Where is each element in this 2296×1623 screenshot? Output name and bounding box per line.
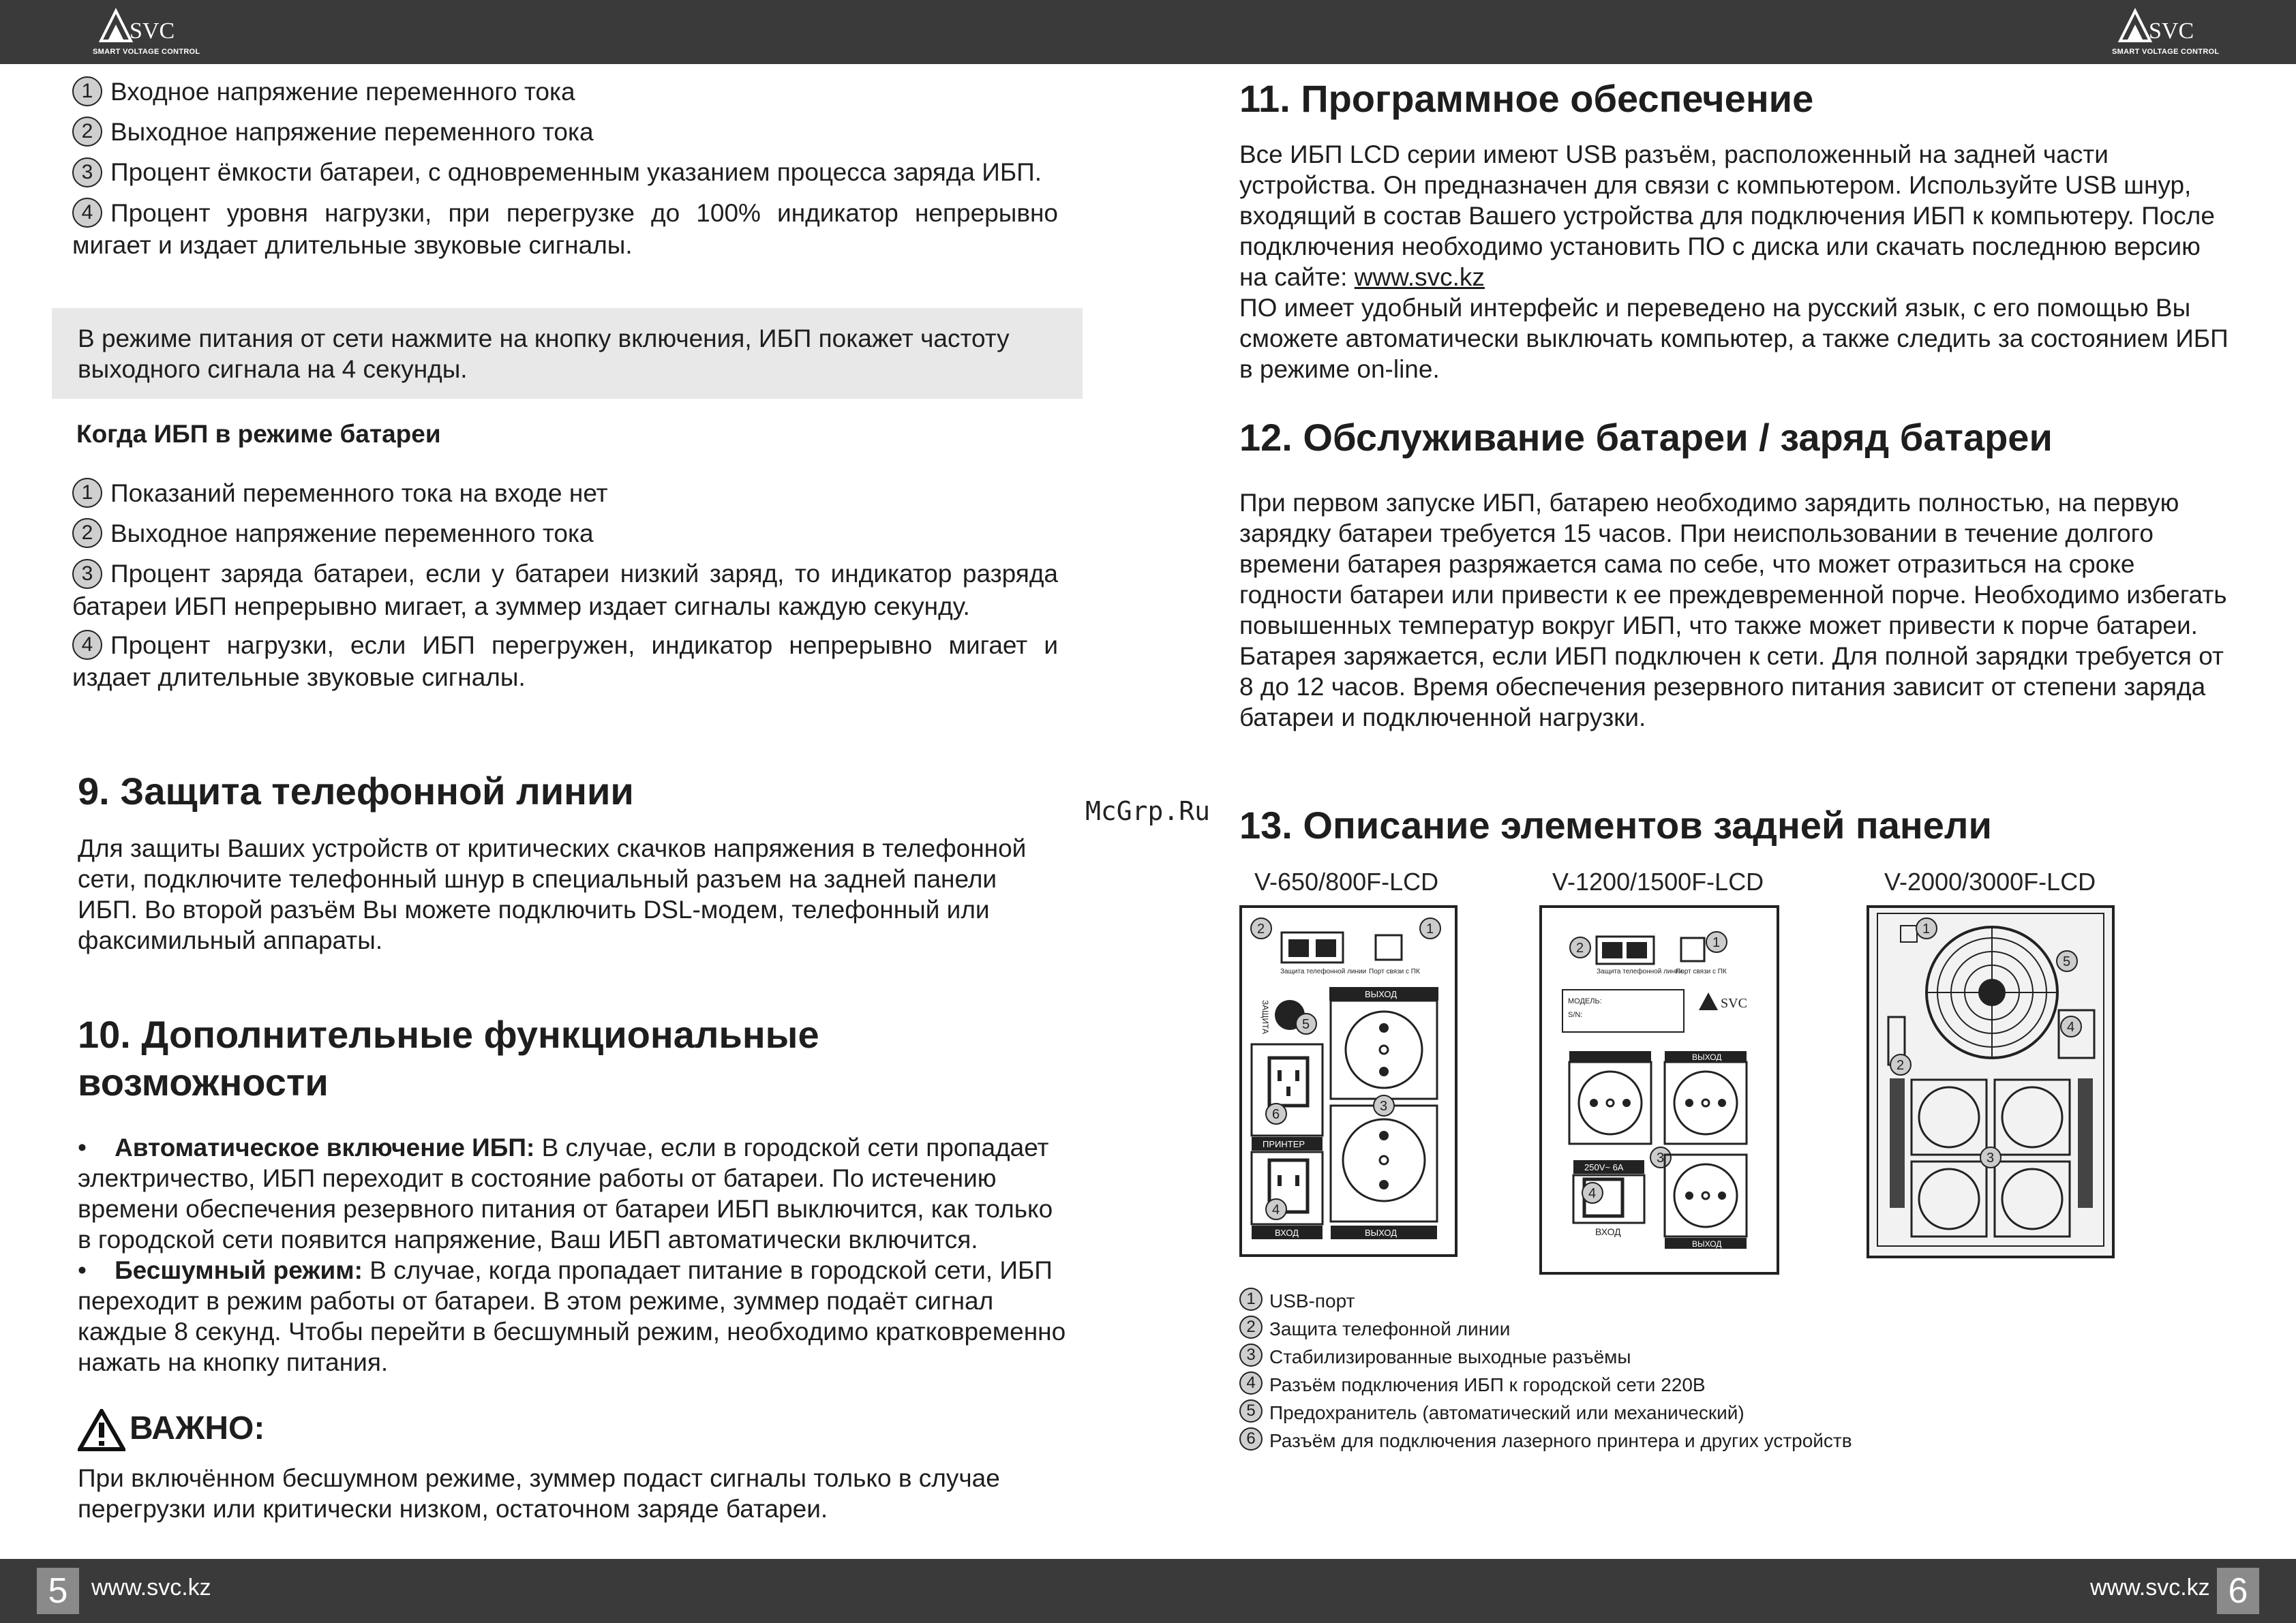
svg-text:4: 4: [2067, 1020, 2075, 1035]
footer-url-right[interactable]: www.svc.kz: [2090, 1575, 2210, 1601]
brand-logo-left: [87, 5, 200, 60]
warning-triangle-icon: [78, 1409, 125, 1451]
warning-block: [78, 1404, 1073, 1524]
logo-mark-icon: [2106, 5, 2216, 48]
page-number-left: 5: [37, 1568, 79, 1614]
svg-text:3: 3: [1380, 1099, 1388, 1114]
svg-text:ВХОД: ВХОД: [1595, 1226, 1621, 1237]
list-item: 3 Процент заряда батареи, если у батареи низкий заряд, то индикатор разряда батареи ИБП непрерывно мигает, а зуммер издает сигналы каждую секунду.: [72, 560, 1058, 620]
svg-text:SVC: SVC: [2149, 18, 2194, 44]
svg-text:4: 4: [1272, 1202, 1280, 1217]
svg-text:ВХОД: ВХОД: [1275, 1228, 1299, 1238]
footer-bar: [0, 1559, 2296, 1623]
rear-panel-diagram-medium: [1539, 905, 1779, 1275]
svg-text:3: 3: [1657, 1151, 1665, 1166]
svg-text:МОДЕЛЬ:: МОДЕЛЬ:: [1568, 997, 1602, 1005]
warning-text: При включённом бесшумном режиме, зуммер подаст сигналы только в случае перегрузки или критически низком, остаточном заряде батареи.: [78, 1464, 1000, 1523]
section-9-title: 9. Защита телефонной линии: [78, 770, 634, 813]
section-9: [78, 768, 1059, 956]
brand-logo-right: [2106, 5, 2220, 60]
info-note-box: [52, 308, 1083, 399]
svg-text:ВЫХОД: ВЫХОД: [1365, 989, 1398, 999]
section-10: [78, 1011, 1073, 1378]
legend-item: 2 Защита телефонной линии: [1239, 1315, 1852, 1343]
note-text: В режиме питания от сети нажмите на кнопку включения, ИБП покажет частоту выходного сигнала на 4 секунды.: [78, 324, 1010, 383]
svg-text:ВЫХОД: ВЫХОД: [1692, 1239, 1722, 1249]
section-11-text: Все ИБП LCD серии имеют USB разъём, расположенный на задней части устройства. Он предназначен для связи с компьютером. Используйте USB шнур, входящий в состав Вашего устройства для подключения ИБП к компьютеру. После подключения необходимо установить ПО с диска или скачать последнюю версию на сайте: www.svc.kz: [1239, 140, 2215, 291]
legend-item: 5 Предохранитель (автоматический или механический): [1239, 1399, 1852, 1427]
section-10-title: 10. Дополнительные функциональные возможности: [78, 1013, 819, 1104]
list-item: 1 Показаний переменного тока на входе нет: [72, 478, 1058, 510]
section-12-text-2: Батарея заряжается, если ИБП подключен к сети. Для полной зарядки требуется от 8 до 12 часов. Время обеспечения резервного питания зависит от степени заряда батареи и подключенной нагрузки.: [1239, 642, 2224, 731]
svg-text:5: 5: [2063, 954, 2071, 969]
svg-text:6: 6: [1272, 1107, 1280, 1122]
svg-text:ВЫХОД: ВЫХОД: [1365, 1228, 1398, 1238]
legend-item: 1 USB-порт: [1239, 1287, 1852, 1315]
legend-item: 6 Разъём для подключения лазерного принтера и других устройств: [1239, 1427, 1852, 1455]
svg-text:S/N:: S/N:: [1568, 1011, 1583, 1019]
svg-text:5: 5: [1302, 1017, 1310, 1032]
svg-text:Защита телефонной линии: Защита телефонной линии: [1597, 968, 1683, 975]
rear-panel-legend: [1239, 1287, 1852, 1455]
list-item: 1 Входное напряжение переменного тока: [72, 76, 1058, 108]
battery-mode-section: [76, 419, 1058, 449]
svg-text:2: 2: [1576, 941, 1584, 956]
svg-text:Порт связи с ПК: Порт связи с ПК: [1676, 968, 1727, 975]
list-item: 4 Процент нагрузки, если ИБП перегружен, индикатор непрерывно мигает и издает длительные звуковые сигналы.: [72, 631, 1058, 691]
legend-item: 3 Стабилизированные выходные разъёмы: [1239, 1343, 1852, 1371]
left-status-list: [72, 76, 1058, 269]
svg-text:4: 4: [1588, 1186, 1597, 1201]
svg-text:1: 1: [1922, 922, 1931, 937]
svg-text:SVC: SVC: [130, 18, 175, 44]
model-label-2: V-1200/1500F-LCD: [1552, 868, 1764, 896]
section-11-text-2: ПО имеет удобный интерфейс и переведено на русский язык, с его помощью Вы сможете автоматически выключать компьютер, а также следить за состоянием ИБП в режиме on-line.: [1239, 294, 2229, 383]
svg-text:1: 1: [1712, 935, 1721, 950]
svg-text:SVC: SVC: [1721, 996, 1747, 1011]
section-11-title: 11. Программное обеспечение: [1239, 77, 1814, 120]
model-label-3: V-2000/3000F-LCD: [1884, 868, 2096, 896]
svg-text:2: 2: [1257, 922, 1265, 937]
bullet-silent-mode: • Бесшумный режим: В случае, когда пропадает питание в городской сети, ИБП переходит в режим работы от батареи. В этом режиме, зуммер подаёт сигнал каждые 8 секунд. Чтобы перейти в бесшумный режим, необходимо кратковременно нажать на кнопку питания.: [78, 1256, 1066, 1376]
model-label-1: V-650/800F-LCD: [1254, 868, 1439, 896]
svg-text:ПРИНТЕР: ПРИНТЕР: [1263, 1139, 1305, 1149]
svc-website-link[interactable]: www.svc.kz: [1354, 263, 1485, 291]
svg-text:1: 1: [1426, 922, 1434, 937]
svg-text:250V~ 6A: 250V~ 6A: [1584, 1162, 1624, 1172]
list-item: 2 Выходное напряжение переменного тока: [72, 117, 1058, 149]
rear-panel-diagram-small: [1239, 905, 1457, 1257]
logo-mark-icon: [87, 5, 196, 48]
left-battery-list: [72, 478, 1058, 701]
section-12-text: При первом запуске ИБП, батарею необходимо зарядить полностью, на первую зарядку батареи требуется 15 часов. При неиспользовании в течение долгого времени батарея разряжается сама по себе, что может отразиться на сроке годности батареи или привести к ее преждевременной порче. Необходимо избегать повышенных температур вокруг ИБП, что также может привести к порче батареи.: [1239, 489, 2227, 639]
section-9-text: Для защиты Ваших устройств от критических скачков напряжения в телефонной сети, подключите телефонный шнур в специальный разъем на задней панели ИБП. Во второй разъём Вы можете подключить DSL-модем, телефонный или факсимильный аппараты.: [78, 834, 1027, 954]
warning-title: ВАЖНО:: [130, 1410, 265, 1446]
svg-text:ВЫХОД: ВЫХОД: [1692, 1052, 1722, 1062]
battery-mode-heading: Когда ИБП в режиме батареи: [76, 420, 441, 448]
list-item: 3 Процент ёмкости батареи, с одновременным указанием процесса заряда ИБП.: [72, 157, 1058, 189]
footer-url-left[interactable]: www.svc.kz: [91, 1575, 211, 1601]
svg-text:Порт связи с ПК: Порт связи с ПК: [1369, 968, 1420, 975]
svg-text:3: 3: [1987, 1151, 1995, 1166]
section-12: [1239, 414, 2235, 733]
section-11: [1239, 75, 2235, 384]
section-13: [1239, 802, 2235, 849]
list-item: 4 Процент уровня нагрузки, при перегрузке до 100% индикатор непрерывно мигает и издает длительные звуковые сигналы.: [72, 198, 1058, 259]
watermark: McGrp.Ru: [1085, 796, 1211, 826]
svg-text:ЗАЩИТА: ЗАЩИТА: [1260, 1000, 1270, 1035]
legend-item: 4 Разъём подключения ИБП к городской сети 220В: [1239, 1371, 1852, 1399]
section-12-title: 12. Обслуживание батареи / заряд батареи: [1239, 416, 2053, 459]
list-item: 2 Выходное напряжение переменного тока: [72, 518, 1058, 550]
rear-panel-diagram-large: [1867, 905, 2115, 1258]
section-13-title: 13. Описание элементов задней панели: [1239, 804, 1992, 847]
svg-text:Защита телефонной линии: Защита телефонной линии: [1280, 968, 1367, 975]
page-number-right: 6: [2217, 1568, 2259, 1614]
brand-tagline: SMART VOLTAGE CONTROL: [93, 48, 200, 56]
svg-text:2: 2: [1897, 1058, 1905, 1073]
header-bar: [0, 0, 2296, 64]
bullet-auto-on: • Автоматическое включение ИБП: В случае, если в городской сети пропадает электричество, ИБП переходит в состояние работы от батареи. По истечению времени обеспечения резервного питания от батареи ИБП выключится, как только в городской сети появится напряжение, Ваш ИБП автоматически включится.: [78, 1134, 1053, 1254]
brand-tagline: SMART VOLTAGE CONTROL: [2112, 48, 2220, 56]
